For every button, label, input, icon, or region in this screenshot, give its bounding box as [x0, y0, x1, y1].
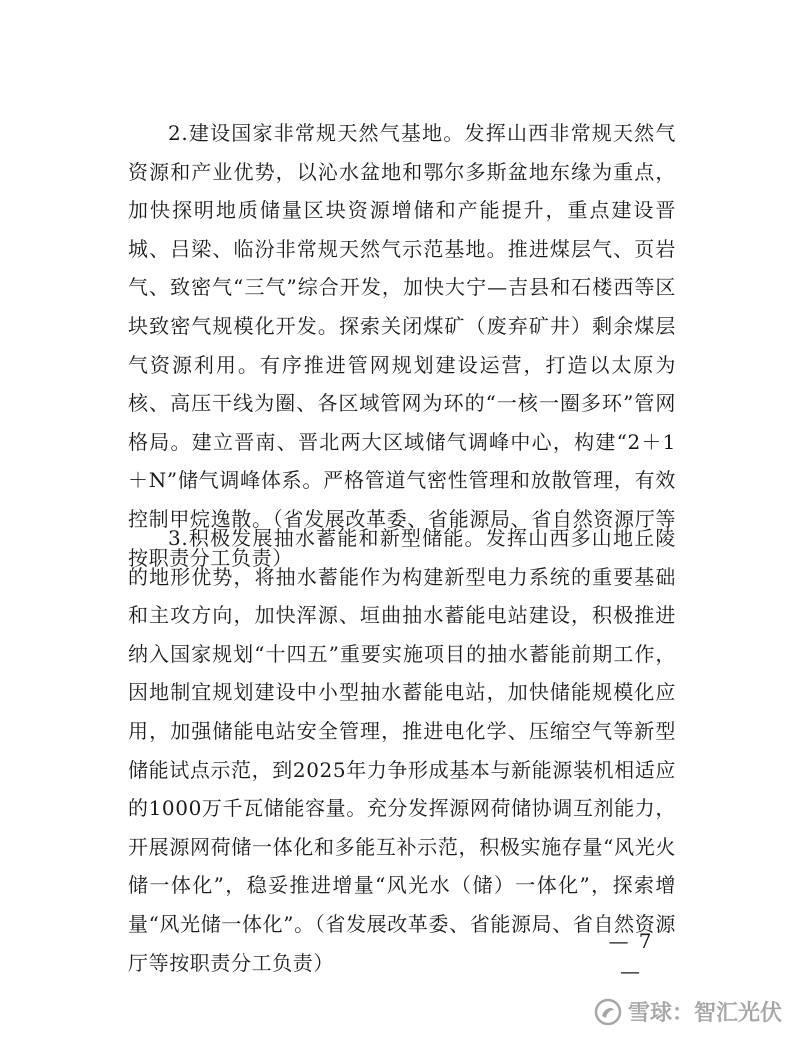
paragraph-item-2: 2.建设国家非常规天然气基地。发挥山西非常规天然气资源和产业优势，以沁水盆地和鄂尔多斯盆地东缘为重点，加快探明地质储量区块资源增储和产能提升，重点建设晋城、吕梁、临汾非常规天然气示范基地。推进煤层气、页岩气、致密气“三气”综合开发，加快大宁—吉县和石楼西等区块致密气规模化开发。探索关闭煤矿（废弃矿井）剩余煤层气资源利用。有序推进管网规划建设运营，打造以太原为核、高压干线为圈、各区域管网为环的“一核一圈多环”管网格局。建立晋南、晋北两大区域储气调峰中心，构建“2＋1＋N”储气调峰体系。严格管道气密性管理和放散管理，有效控制甲烷逸散。（省发展改革委、省能源局、省自然资源厅等按职责分工负责）: [128, 121, 676, 570]
watermark-text: 雪球：智汇光伏: [627, 1001, 782, 1026]
snowball-logo-icon: [594, 998, 622, 1026]
page-number: — 7 —: [608, 929, 654, 983]
watermark: [594, 996, 782, 1027]
paragraph-item-3: 3.积极发展抽水蓄能和新型储能。发挥山西多山地丘陵的地形优势，将抽水蓄能作为构建新型电力系统的重要基础和主攻方向，加快浑源、垣曲抽水蓄能电站建设，积极推进纳入国家规划“十四五”重要实施项目的抽水蓄能前期工作，因地制宜规划建设中小型抽水蓄能电站，加快储能规模化应用，加强储能电站安全管理，推进电化学、压缩空气等新型储能试点示范，到2025年力争形成基本与新能源装机相适应的1000万千瓦储能容量。充分发挥源网荷储协调互剂能力，开展源网荷储一体化和多能互补示范，积极实施存量“风光火储一体化”，稳妥推进增量“风光水（储）一体化”，探索增量“风光储一体化”。（省发展改革委、省能源局、省自然资源厅等按职责分工负责）: [128, 526, 676, 975]
